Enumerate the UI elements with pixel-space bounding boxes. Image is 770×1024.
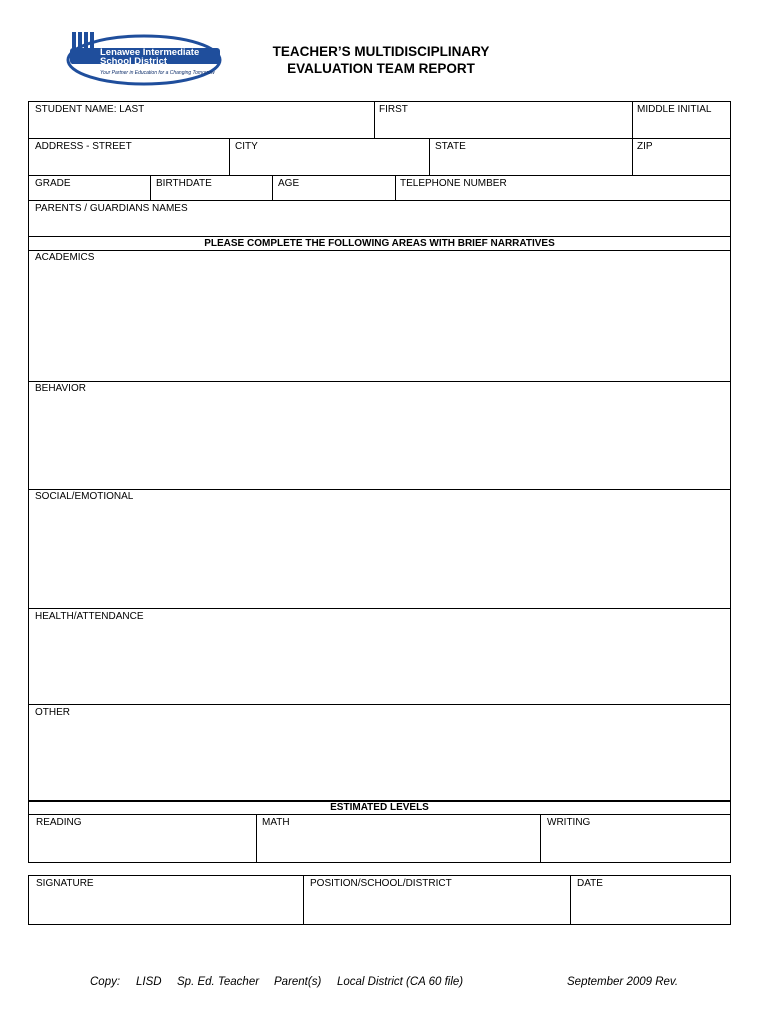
- writing-label: WRITING: [547, 817, 591, 828]
- first-name-field[interactable]: [374, 102, 632, 138]
- birthdate-field[interactable]: [150, 176, 272, 200]
- grade-field[interactable]: [29, 176, 150, 200]
- position-school-district-field[interactable]: [303, 876, 570, 924]
- social-emotional-field[interactable]: [29, 490, 730, 608]
- footer-copy-lisd: LISD: [136, 976, 162, 988]
- zip-label: ZIP: [637, 141, 653, 152]
- zip-field[interactable]: [632, 139, 732, 175]
- position-label: POSITION/SCHOOL/DISTRICT: [310, 878, 452, 889]
- academics-label: ACADEMICS: [35, 252, 95, 263]
- state-label: STATE: [435, 141, 466, 152]
- telephone-field[interactable]: [395, 176, 732, 200]
- health-attendance-field[interactable]: [29, 609, 730, 704]
- academics-field[interactable]: [29, 251, 730, 381]
- signature-label: SIGNATURE: [36, 878, 94, 889]
- writing-level-field[interactable]: [540, 815, 730, 862]
- last-name-field[interactable]: [29, 102, 374, 138]
- age-label: AGE: [278, 178, 300, 189]
- middle-initial-label: MIDDLE INITIAL: [637, 104, 712, 115]
- health-attendance-label: HEALTH/ATTENDANCE: [35, 611, 144, 622]
- city-label: CITY: [235, 141, 258, 152]
- other-label: OTHER: [35, 707, 70, 718]
- behavior-field[interactable]: [29, 382, 730, 489]
- age-field[interactable]: [272, 176, 395, 200]
- state-field[interactable]: [429, 139, 632, 175]
- math-level-field[interactable]: [256, 815, 540, 862]
- first-name-label: FIRST: [379, 104, 408, 115]
- parents-field[interactable]: [29, 201, 730, 236]
- logo-name-line2: School District: [100, 56, 168, 67]
- reading-level-field[interactable]: [29, 815, 256, 862]
- reading-label: READING: [36, 817, 82, 828]
- footer-revision: September 2009 Rev.: [567, 976, 679, 988]
- levels-heading: ESTIMATED LEVELS: [330, 802, 429, 813]
- parents-label: PARENTS / GUARDIANS NAMES: [35, 203, 188, 214]
- narratives-heading: PLEASE COMPLETE THE FOLLOWING AREAS WITH BRIEF NARRATIVES: [204, 238, 555, 249]
- footer-copy-label: Copy:: [90, 976, 121, 988]
- date-label: DATE: [577, 878, 603, 889]
- middle-initial-field[interactable]: [632, 102, 732, 138]
- levels-heading-row: [29, 802, 730, 814]
- birthdate-label: BIRTHDATE: [156, 178, 212, 189]
- footer-copy-teacher: Sp. Ed. Teacher: [177, 976, 260, 988]
- footer-copy-district: Local District (CA 60 file): [337, 976, 464, 988]
- title-line-1: TEACHER’S MULTIDISCIPLINARY: [272, 44, 490, 59]
- title-line-2: EVALUATION TEAM REPORT: [287, 61, 475, 76]
- street-address-label: ADDRESS - STREET: [35, 141, 132, 152]
- signature-section: [28, 875, 731, 925]
- behavior-label: BEHAVIOR: [35, 383, 86, 394]
- math-label: MATH: [262, 817, 290, 828]
- lisd-logo: [66, 30, 228, 86]
- other-field[interactable]: [29, 705, 730, 799]
- student-info-section: [28, 101, 731, 237]
- street-address-field[interactable]: [29, 139, 229, 175]
- city-field[interactable]: [229, 139, 429, 175]
- grade-label: GRADE: [35, 178, 71, 189]
- signature-field[interactable]: [29, 876, 303, 924]
- estimated-levels-section: [28, 801, 731, 863]
- social-emotional-label: SOCIAL/EMOTIONAL: [35, 491, 134, 502]
- footer-copy-parents: Parent(s): [274, 976, 322, 988]
- narratives-section: [28, 237, 731, 801]
- narratives-heading-row: [29, 237, 730, 250]
- date-field[interactable]: [570, 876, 730, 924]
- logo-name-line1: Lenawee Intermediate: [100, 47, 200, 58]
- telephone-label: TELEPHONE NUMBER: [400, 178, 507, 189]
- last-name-label: STUDENT NAME: LAST: [35, 104, 145, 115]
- logo-tagline: Your Partner in Education for a Changing Tomorrow: [100, 70, 215, 76]
- page-title: [250, 43, 512, 77]
